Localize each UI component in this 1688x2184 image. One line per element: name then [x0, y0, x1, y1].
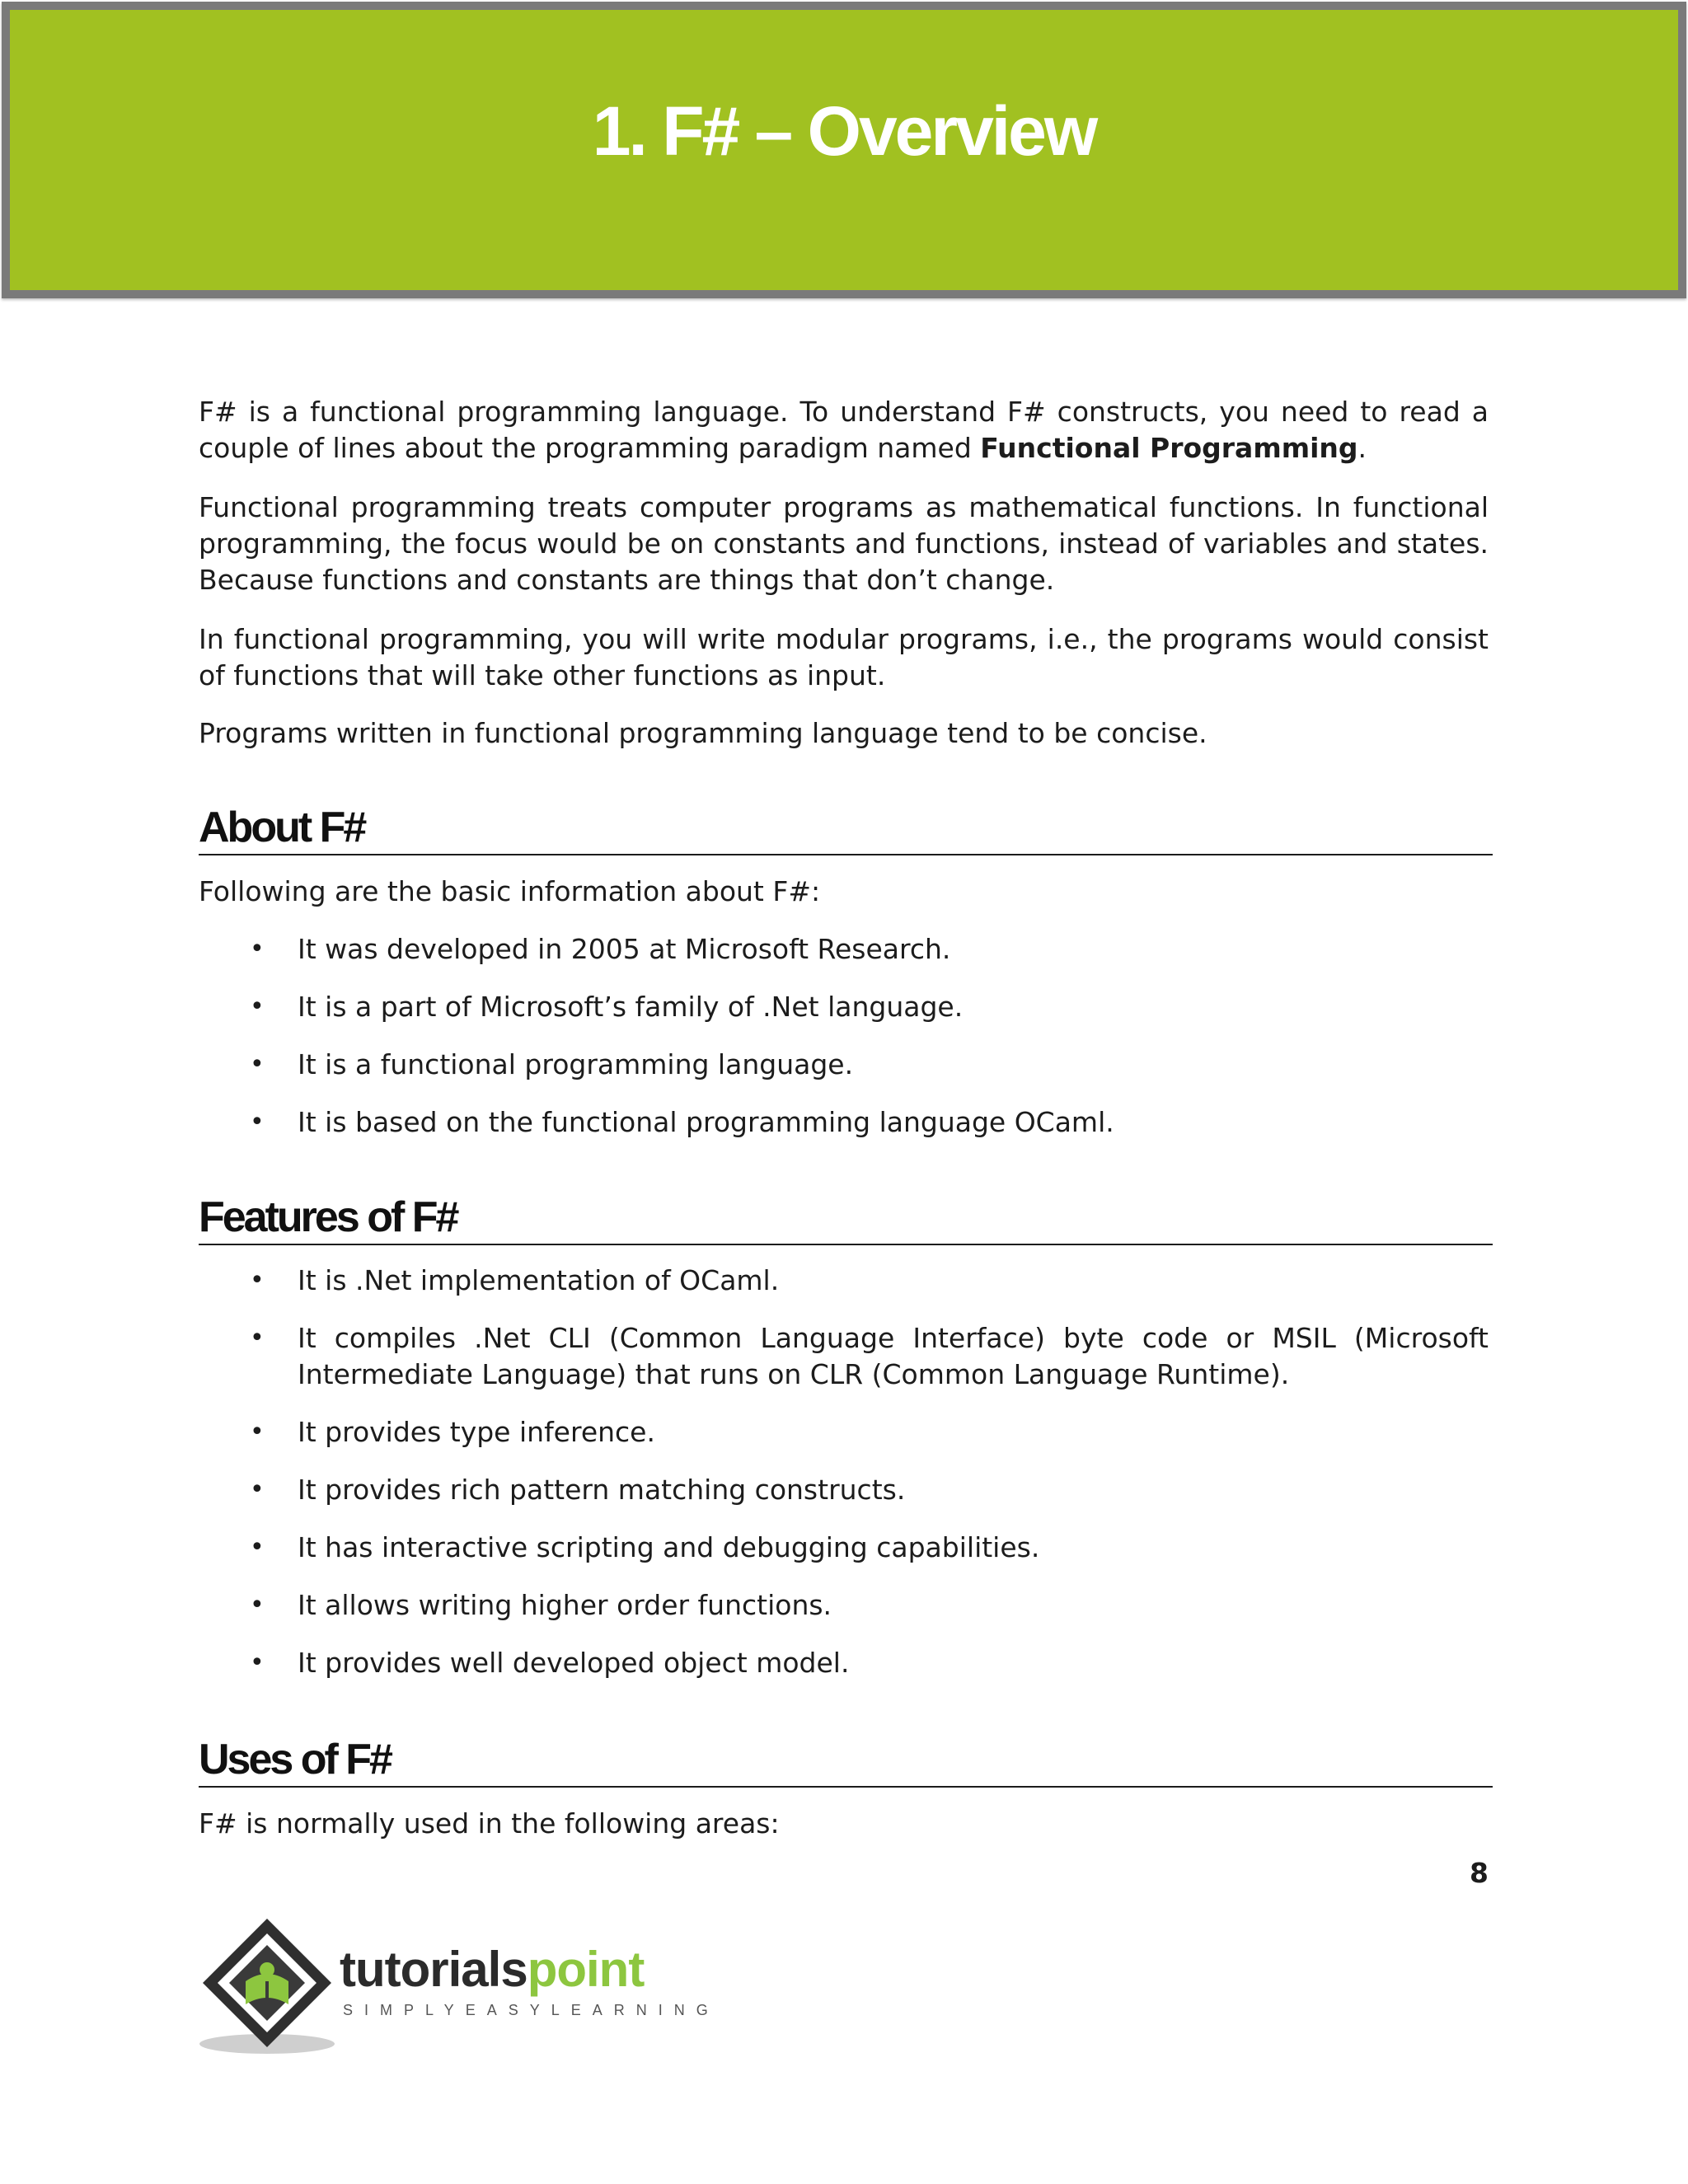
about-lead — [199, 874, 1489, 910]
about-lead-text: Following are the basic information about F#: — [199, 875, 821, 907]
bullet-icon: • — [250, 1266, 265, 1295]
intro-paragraph-4 — [199, 715, 1489, 752]
section-heading-uses: Uses of F# — [199, 1738, 1493, 1788]
bullet-icon: • — [250, 1324, 265, 1352]
list-item: • It is a part of Microsoft’s family of .Net language. — [199, 989, 1489, 1025]
tutorialspoint-logo — [195, 1912, 720, 2060]
list-item: • It was developed in 2005 at Microsoft Research. — [199, 931, 1489, 968]
intro-paragraph-1 — [199, 394, 1489, 466]
list-item: • It is .Net implementation of OCaml. — [199, 1263, 1489, 1299]
intro-paragraph-3 — [199, 621, 1489, 694]
uses-lead-text: F# is normally used in the following areas: — [199, 1807, 780, 1840]
bullet-icon: • — [250, 1108, 265, 1137]
list-item: • It has interactive scripting and debugging capabilities. — [199, 1530, 1489, 1566]
bullet-icon: • — [250, 1475, 265, 1504]
list-item: • It is based on the functional programming language OCaml. — [199, 1104, 1489, 1141]
intro-paragraph-2 — [199, 490, 1489, 598]
chapter-banner — [2, 2, 1686, 298]
intro-p1-text: F# is a functional programming language. To understand F# constructs, you need to read a couple of lines about the programming paradigm named — [199, 396, 1489, 464]
features-list — [199, 1263, 1489, 1681]
section-heading-features: Features of F# — [199, 1196, 1493, 1245]
uses-lead — [199, 1806, 1489, 1842]
intro-p1-end: . — [1357, 432, 1367, 464]
bullet-icon: • — [250, 935, 265, 963]
logo-tagline: SIMPLYEASYLEARNING — [343, 2002, 720, 2018]
list-item: • It provides type inference. — [199, 1414, 1489, 1451]
bullet-icon: • — [250, 1533, 265, 1562]
list-item: • It compiles .Net CLI (Common Language Interface) byte code or MSIL (Microsoft Intermediate Language) that runs on CLR (Common Language Runtime). — [250, 1322, 1489, 1390]
about-list — [199, 931, 1489, 1141]
list-item: • It provides rich pattern matching constructs. — [199, 1472, 1489, 1508]
intro-p3: In functional programming, you will write modular programs, i.e., the programs would consist of functions that will take other functions as input. — [199, 623, 1489, 691]
list-item: • It is a functional programming language. — [199, 1047, 1489, 1083]
list-item: • It allows writing higher order functions. — [199, 1587, 1489, 1624]
bullet-icon: • — [250, 1591, 265, 1619]
bullet-icon: • — [250, 1418, 265, 1446]
tutorialspoint-logo-icon — [195, 1912, 343, 2060]
list-item: • It provides well developed object model. — [199, 1645, 1489, 1681]
bullet-icon: • — [250, 1050, 265, 1079]
logo-wordmark: tutorialspoint — [340, 1942, 645, 1997]
chapter-title: 1. F# – Overview — [592, 92, 1096, 170]
section-heading-about: About F# — [199, 806, 1493, 855]
intro-p2: Functional programming treats computer programs as mathematical functions. In functional programming, the focus would be on constants and functions, instead of variables and states. Because functions and constants are things that don’t change. — [199, 491, 1489, 596]
intro-p4: Programs written in functional programming language tend to be concise. — [199, 717, 1207, 749]
bullet-icon: • — [250, 1648, 265, 1677]
page-number: 8 — [1470, 1857, 1489, 1889]
bullet-icon: • — [250, 992, 265, 1021]
intro-p1-bold: Functional Programming — [980, 432, 1358, 464]
